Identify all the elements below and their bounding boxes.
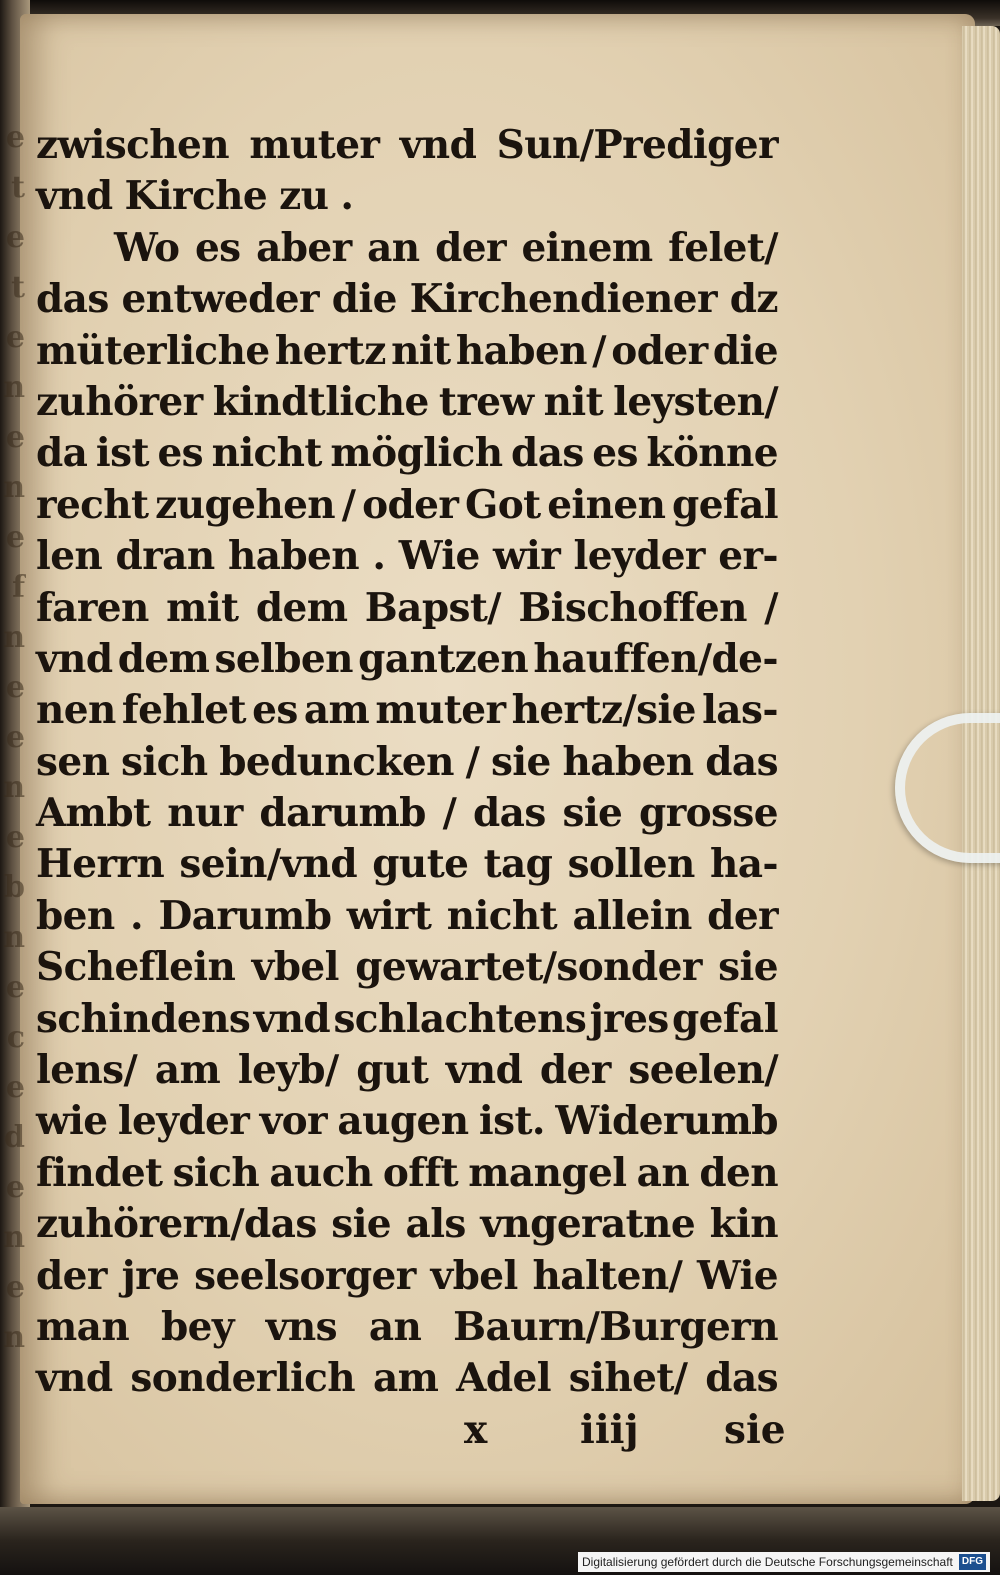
word: wie	[36, 1098, 108, 1145]
word: vbel	[251, 944, 339, 991]
word: auch	[269, 1149, 373, 1196]
word: wirt	[346, 892, 432, 939]
word: fehlet	[121, 687, 246, 734]
word: len	[36, 533, 103, 580]
word: gewartet/sonder	[355, 944, 702, 991]
word: Scheflein	[36, 944, 236, 991]
word: darumb	[259, 790, 426, 837]
text-line	[36, 377, 778, 428]
text-line	[36, 1096, 778, 1147]
word: felet/	[668, 224, 778, 271]
word: ist	[95, 430, 149, 477]
text-line	[36, 1199, 778, 1250]
word: tag	[483, 841, 553, 888]
word: einen	[547, 481, 666, 528]
word: an	[367, 224, 420, 271]
word: /	[465, 738, 480, 785]
word: Wie	[398, 533, 480, 580]
word: vnd	[445, 1047, 523, 1094]
text-line	[36, 223, 778, 274]
word: haben	[455, 327, 587, 374]
word: hertz	[274, 327, 386, 374]
word: könne	[646, 430, 778, 477]
word: /	[341, 481, 356, 528]
word: am	[372, 1355, 439, 1402]
word: dem	[255, 584, 348, 631]
word: Wie	[697, 1252, 778, 1299]
text-line	[36, 891, 778, 942]
word: allein	[572, 892, 692, 939]
word: dz	[729, 276, 778, 323]
word: schindens	[36, 995, 251, 1042]
word: halten/	[532, 1252, 683, 1299]
word: recht	[36, 481, 149, 528]
word: mit	[166, 584, 239, 631]
word: ha-	[709, 841, 778, 888]
word: muter	[249, 122, 380, 168]
text-line	[36, 1045, 778, 1096]
word: dran	[115, 533, 215, 580]
word: leyder	[573, 533, 705, 580]
word: sie	[490, 738, 551, 785]
word: sonderlich	[130, 1355, 356, 1402]
word: aber	[256, 224, 352, 271]
word: kindtliche	[212, 378, 429, 425]
word: leyder	[117, 1098, 250, 1145]
word: /	[592, 327, 606, 374]
word: am	[303, 687, 370, 734]
word: das	[511, 430, 584, 477]
text-line	[36, 839, 778, 890]
text-line	[36, 942, 778, 993]
text-line	[36, 274, 778, 325]
word: sein/vnd	[179, 841, 358, 888]
word: grosse	[639, 790, 778, 837]
word: sie	[562, 790, 623, 837]
blackletter-text-block	[36, 120, 786, 1456]
facing-page-fragment: e t e t e n e n e f n e e n e b n e c e d e n e n	[3, 120, 26, 1355]
word: lens/	[36, 1047, 138, 1094]
word: Wo	[114, 224, 180, 271]
word: kin	[709, 1201, 778, 1248]
word: möglich	[330, 430, 503, 477]
word: bey	[160, 1303, 234, 1350]
digitization-credit	[578, 1552, 990, 1572]
text-line	[36, 737, 778, 788]
word: oder	[362, 481, 459, 528]
word: vnd	[399, 122, 477, 168]
word: das	[473, 790, 546, 837]
word: haben	[227, 533, 360, 580]
word: /	[442, 790, 457, 837]
word: schlachtens	[333, 995, 587, 1042]
word: vns	[265, 1303, 337, 1350]
text-line	[36, 1302, 778, 1353]
word: vnd	[36, 173, 113, 220]
text-line	[36, 480, 778, 531]
word: ist.	[478, 1098, 545, 1145]
word: Kirchendiener	[409, 276, 717, 323]
dfg-logo: DFG	[959, 1554, 986, 1570]
text-line	[36, 428, 778, 479]
word: .	[372, 533, 386, 580]
text-line	[36, 1353, 778, 1404]
word: sollen	[567, 841, 695, 888]
word: nicht	[446, 892, 558, 939]
word: zu	[279, 173, 329, 220]
signature-number: iiij	[580, 1406, 639, 1453]
word: faren	[36, 584, 149, 631]
word: an	[368, 1303, 422, 1350]
signature-line	[36, 1405, 786, 1456]
word: der	[36, 1252, 107, 1299]
word: nit	[543, 378, 603, 425]
word: vnd	[253, 995, 331, 1042]
text-line	[36, 634, 778, 685]
word: jre	[121, 1252, 180, 1299]
word: Got	[465, 481, 541, 528]
word: oder	[611, 327, 708, 374]
word: den	[699, 1149, 778, 1196]
word: Widerumb	[555, 1098, 778, 1145]
word: gut	[356, 1047, 429, 1094]
word: mangel	[468, 1149, 627, 1196]
word: das	[705, 738, 778, 785]
word: gantzen	[358, 635, 529, 682]
word: seelen/	[628, 1047, 778, 1094]
word: zuhörer	[36, 378, 203, 425]
text-line	[36, 685, 778, 736]
word: sihet/	[568, 1355, 688, 1402]
word: das	[36, 276, 109, 323]
text-line	[36, 120, 778, 171]
word: gute	[372, 841, 469, 888]
word: Ambt	[36, 790, 151, 837]
word: vngeratne	[480, 1201, 696, 1248]
word: gefal	[672, 481, 778, 528]
word: dem	[117, 635, 210, 682]
text-line	[36, 171, 778, 222]
word: leyb/	[237, 1047, 339, 1094]
word: haben	[562, 738, 694, 785]
word: an	[636, 1149, 690, 1196]
word: er-	[718, 533, 778, 580]
word: trew	[438, 378, 534, 425]
text-line	[36, 788, 778, 839]
word: ben	[36, 892, 115, 939]
word: der	[707, 892, 778, 939]
word: man	[36, 1303, 130, 1350]
word: beduncken	[219, 738, 454, 785]
word: jres	[589, 995, 669, 1042]
word: Adel	[456, 1355, 551, 1402]
word: zuhörern/das	[36, 1201, 317, 1248]
word: /	[764, 584, 778, 631]
word: es	[194, 224, 241, 271]
text-line	[36, 994, 778, 1045]
signature-mark: x	[464, 1406, 488, 1453]
word: hauffen/de-	[533, 635, 778, 682]
word: müterliche	[36, 327, 270, 374]
word: vnd	[36, 1355, 113, 1402]
word: die	[331, 276, 397, 323]
word: am	[154, 1047, 221, 1094]
word: nur	[167, 790, 243, 837]
word: offt	[382, 1149, 459, 1196]
credit-text: Digitalisierung gefördert durch die Deutsche Forschungsgemeinschaft	[582, 1555, 953, 1569]
word: zwischen	[36, 122, 229, 168]
word: Kirche	[124, 173, 268, 220]
word: wir	[493, 533, 561, 580]
text-line	[36, 531, 778, 582]
word: es	[592, 430, 638, 477]
word: entweder	[121, 276, 319, 323]
word: da	[36, 430, 88, 477]
word: muter	[375, 687, 506, 734]
word: findet	[36, 1149, 163, 1196]
text-line	[36, 326, 778, 377]
word: nit	[391, 327, 451, 374]
word: sie	[331, 1201, 392, 1248]
word: sich	[121, 738, 208, 785]
word: der	[435, 224, 506, 271]
word: las-	[702, 687, 778, 734]
text-line	[36, 1251, 778, 1302]
word: als	[405, 1201, 466, 1248]
word: es	[252, 687, 298, 734]
word: Darumb	[158, 892, 332, 939]
word: zugehen	[155, 481, 336, 528]
word: vor	[259, 1098, 327, 1145]
word: hertz/sie	[511, 687, 696, 734]
word: Bapst/	[364, 584, 501, 631]
text-line	[36, 1148, 778, 1199]
word: seelsorger	[194, 1252, 416, 1299]
word: .	[340, 173, 354, 220]
word: einem	[521, 224, 653, 271]
word: vnd	[36, 635, 113, 682]
word: nen	[36, 687, 116, 734]
word: vbel	[430, 1252, 518, 1299]
word: sie	[718, 944, 778, 991]
word: die	[712, 327, 778, 374]
word: sich	[172, 1149, 260, 1196]
word: Baurn/Burgern	[453, 1303, 778, 1350]
word: Sun/Prediger	[496, 122, 778, 168]
word: sen	[36, 738, 110, 785]
word: nicht	[211, 430, 322, 477]
word: Herrn	[36, 841, 165, 888]
word: .	[130, 892, 144, 939]
word: gefal	[672, 995, 778, 1042]
word: augen	[337, 1098, 469, 1145]
word: das	[705, 1355, 778, 1402]
word: Bischoffen	[518, 584, 747, 631]
word: der	[539, 1047, 611, 1094]
word: leysten/	[613, 378, 778, 425]
catchword: sie	[724, 1406, 786, 1453]
word: selben	[214, 635, 353, 682]
text-line	[36, 583, 778, 634]
word: es	[157, 430, 204, 477]
